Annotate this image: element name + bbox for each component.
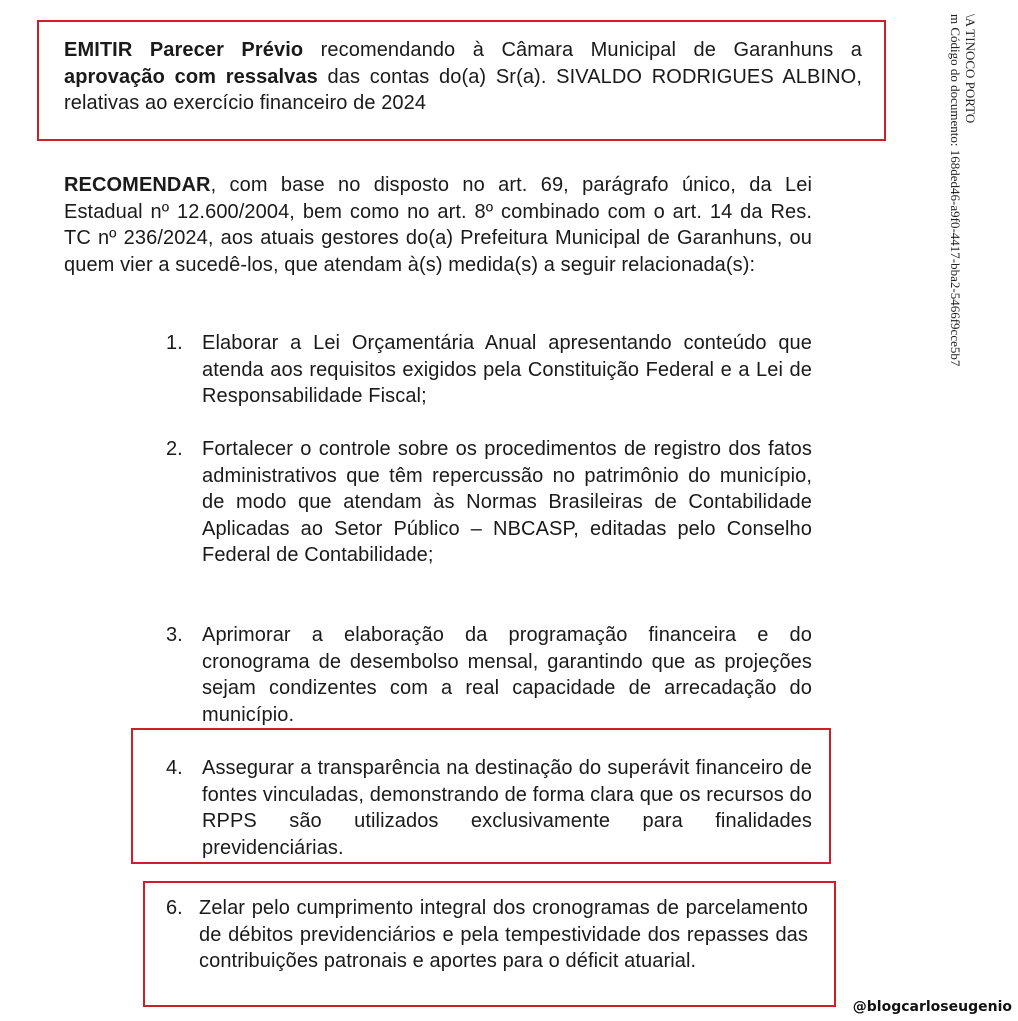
recomendar-bold: RECOMENDAR: [64, 174, 211, 196]
emitir-text-1: recomendando à Câmara Municipal de Garanhuns a: [303, 39, 862, 61]
item-text: Assegurar a transparência na destinação do superávit financeiro de fontes vinculadas, demonstrando de forma clara que os recursos do RPPS são utilizados exclusivamente para finalidades previdenciárias.: [202, 757, 812, 859]
item-text: Fortalecer o controle sobre os procedimentos de registro dos fatos administrativos que têm repercussão no patrimônio do município, de modo que atendam às Normas Brasileiras de Contabilidade Aplicadas ao Setor Público – NBCASP, editadas pelo Conselho Federal de Contabilidade;: [202, 438, 812, 566]
emitir-paragraph: [64, 37, 862, 117]
recomendar-paragraph: [64, 172, 812, 278]
side-line-2: m Código do documento: 168ded46-a9f0-4417-bba2-5466f9cce5b7: [948, 14, 963, 367]
watermark-handle: @blogcarloseugenio: [852, 999, 1012, 1015]
emitir-text-2: das contas do(a) Sr(a). SIVALDO RODRIGUES ALBINO, relativas ao exercício financeiro de 2024: [64, 65, 862, 114]
item-number: 1.: [166, 332, 183, 354]
item-text: Aprimorar a elaboração da programação financeira e do cronograma de desembolso mensal, garantindo que as projeções sejam condizentes com a real capacidade de arrecadação do município.: [202, 624, 812, 726]
item-number: 2.: [166, 438, 183, 460]
item-number: 3.: [166, 624, 183, 646]
side-line-1: \A TINOCO PORTO: [963, 14, 978, 124]
aprovacao-bold: aprovação com ressalvas: [64, 65, 318, 88]
recomendar-text: , com base no disposto no art. 69, parágrafo único, da Lei Estadual nº 12.600/2004, bem como no art. 8º combinado com o art. 14 da Res. TC nº 236/2024, aos atuais gestores do(a) Prefeitura Municipal de Garanhuns, ou quem vier a sucedê-los, que atendam à(s) medida(s) a seguir relacionada(s):: [64, 174, 812, 276]
item-number: 6.: [166, 897, 183, 919]
item-text: Elaborar a Lei Orçamentária Anual apresentando conteúdo que atenda aos requisitos exigidos pela Constituição Federal e a Lei de Responsabilidade Fiscal;: [202, 332, 812, 407]
item-text: Zelar pelo cumprimento integral dos cronogramas de parcelamento de débitos previdenciários e pela tempestividade dos repasses das contribuições patronais e aportes para o déficit atuarial.: [199, 897, 808, 972]
item-number: 4.: [166, 757, 183, 779]
emitir-bold: EMITIR Parecer Prévio: [64, 39, 304, 61]
signature-side-text: [948, 14, 978, 454]
